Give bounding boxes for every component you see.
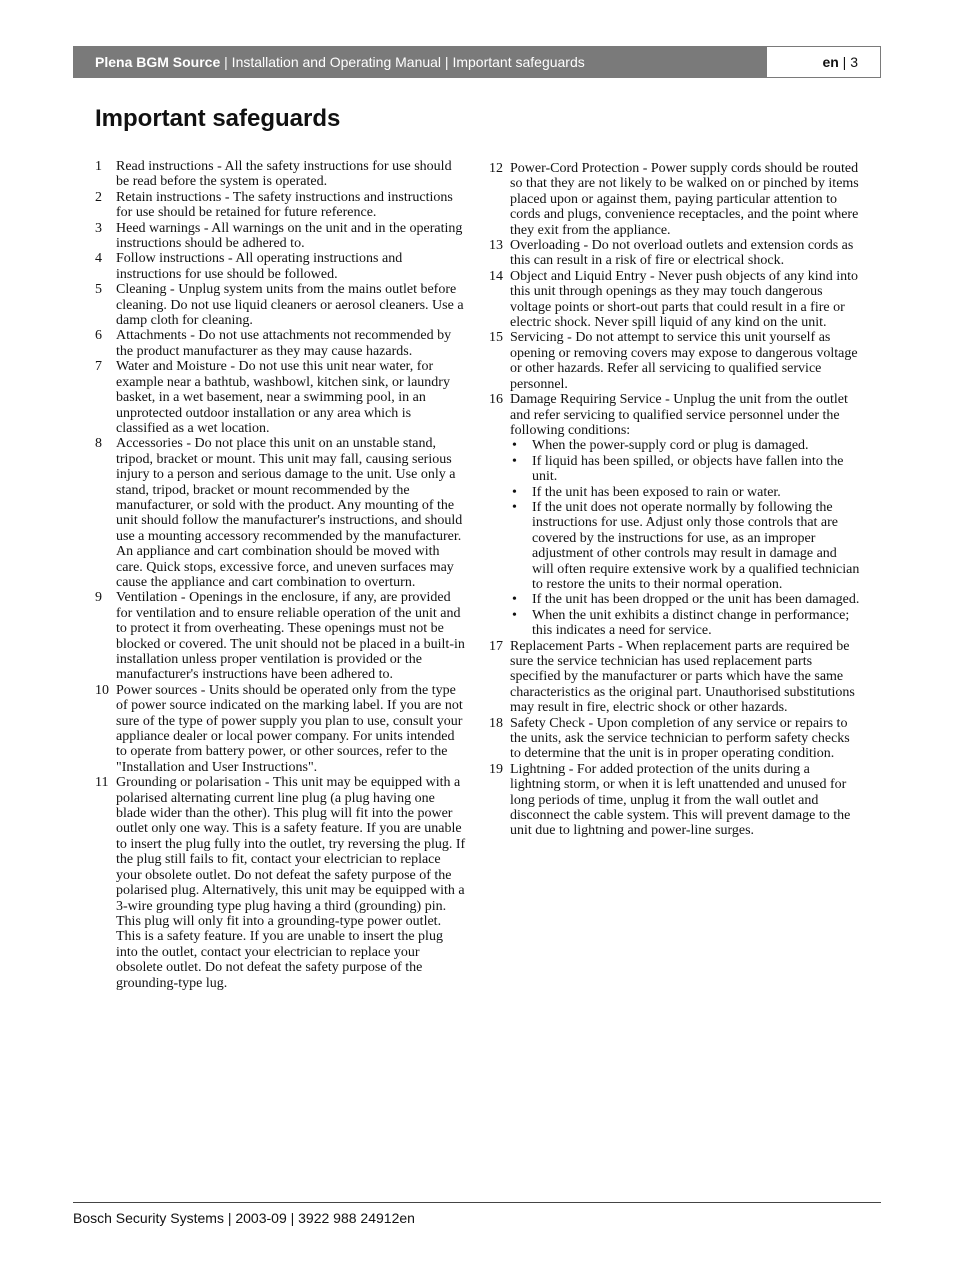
safeguard-number: 19 bbox=[489, 761, 503, 777]
bullet-icon: • bbox=[512, 484, 517, 500]
safeguard-text: Power-Cord Protection - Power supply cords should be routed so that they are not likely to be walked on or pinched by items placed upon or against them, paying particular attention to cords and plugs, convenience receptacles, and the point where they exit from the appliance. bbox=[510, 161, 859, 238]
safeguard-text: Follow instructions - All operating instructions and instructions for use should be followed. bbox=[116, 251, 403, 282]
safeguard-text: Heed warnings - All warnings on the unit and in the operating instructions should be adhered to. bbox=[116, 220, 463, 252]
safeguard-item bbox=[489, 330, 861, 392]
condition-list bbox=[489, 438, 861, 638]
safeguard-item bbox=[489, 639, 861, 716]
safeguard-item bbox=[489, 762, 861, 839]
safeguard-number: 14 bbox=[489, 268, 503, 284]
condition-text: If the unit has been exposed to rain or water. bbox=[532, 484, 781, 500]
condition-list-item bbox=[510, 608, 861, 639]
safeguard-text: Accessories - Do not place this unit on an unstable stand, tripod, bracket or mount. This unit may fall, causing serious injury to a person and serious damage to the unit. Use only a stand, tripod, bracket or mount recommended by the manufacturer, or sold with the product. Any mounting of the unit should follow the manufacturer's instructions, and should use a mounting accessory recommended by the manufacturer. An appliance and cart combination should be moved with care. Quick stops, excessive force, and uneven surfaces may cause the appliance and cart combination to overturn. bbox=[116, 436, 463, 590]
safeguard-text: Cleaning - Unplug system units from the mains outlet before cleaning. Do not use liquid cleaners or aerosol cleaners. Use a damp cloth for cleaning. bbox=[116, 282, 464, 329]
condition-list-item bbox=[510, 500, 861, 592]
safeguard-number: 8 bbox=[95, 436, 102, 452]
safeguard-text: Damage Requiring Service - Unplug the unit from the outlet and refer servicing to qualified service personnel under the following conditions: bbox=[510, 392, 848, 438]
safeguard-item bbox=[489, 392, 861, 438]
safeguard-item bbox=[95, 436, 467, 590]
header-language: en bbox=[822, 54, 839, 70]
safeguard-item bbox=[95, 359, 467, 436]
safeguard-item bbox=[95, 159, 467, 190]
safeguard-item bbox=[95, 190, 467, 221]
safeguard-text: Replacement Parts - When replacement parts are required be sure the service technician has used replacement parts specified by the manufacturer or parts which have the same characteristics as the original part. Unauthorised substitutions may result in fire, electric shock or other hazards. bbox=[510, 638, 855, 716]
safeguard-text: Lightning - For added protection of the units during a lightning storm, or when it is left unattended and unused for long periods of time, unplug it from the wall outlet and disconnect the cable system. This will prevent damage to the unit due to lightning and power-line surges. bbox=[510, 761, 851, 839]
header-title-bar bbox=[73, 46, 766, 78]
condition-list-item bbox=[510, 454, 861, 485]
safeguard-item bbox=[489, 716, 861, 762]
header-breadcrumb: | Installation and Operating Manual | Important safeguards bbox=[220, 54, 585, 70]
bullet-icon: • bbox=[512, 592, 517, 608]
safeguard-item bbox=[95, 683, 467, 775]
header-page-box bbox=[766, 46, 881, 78]
safeguard-item bbox=[95, 590, 467, 682]
safeguard-number: 4 bbox=[95, 251, 102, 267]
safeguard-text: Safety Check - Upon completion of any service or repairs to the units, ask the service technician to perform safety checks to determine that the unit is in proper operating condition. bbox=[510, 715, 850, 762]
safeguard-item bbox=[489, 269, 861, 331]
safeguard-text: Grounding or polarisation - This unit may be equipped with a polarised alternating current line plug (a plug having one blade wider than the other). This plug will fit into the power outlet only one way. This is a safety feature. If you are unable to insert the plug fully into the outlet, try reversing the plug. If the plug still fails to fit, contact your electrician to replace your obsolete outlet. Do not defeat the safety purpose of the polarised plug. Alternatively, this unit may be equipped with a 3-wire grounding type plug having a third (grounding) pin. This plug will only fit into a grounding-type power outlet. This is a safety feature. If you are unable to insert the plug into the outlet, contact your electrician to replace your obsolete outlet. Do not defeat the safety purpose of the grounding-type lug. bbox=[116, 775, 466, 991]
safeguard-number: 5 bbox=[95, 282, 102, 298]
safeguard-number: 15 bbox=[489, 330, 503, 346]
safeguard-number: 9 bbox=[95, 590, 102, 606]
safeguard-number: 1 bbox=[95, 159, 102, 174]
safeguard-text: Ventilation - Openings in the enclosure, if any, are provided for ventilation and to ensure reliable operation of the unit and to protect it from overheating. These openings must not be blocked or covered. The unit should not be placed in a built-in installation unless proper ventilation is provided or the manufacturer's instructions have been adhered to. bbox=[116, 590, 465, 683]
safeguard-item bbox=[95, 221, 467, 252]
condition-text: If the unit has been dropped or the unit has been damaged. bbox=[532, 592, 860, 608]
condition-list-item bbox=[510, 485, 861, 500]
safeguard-number: 16 bbox=[489, 392, 503, 408]
safeguard-number: 7 bbox=[95, 359, 102, 375]
bullet-icon: • bbox=[512, 607, 517, 623]
safeguard-text: Read instructions - All the safety instructions for use should be read before the system is operated. bbox=[116, 159, 452, 190]
header-page-number: | 3 bbox=[838, 54, 858, 70]
bullet-icon: • bbox=[512, 453, 517, 469]
condition-text: When the power-supply cord or plug is damaged. bbox=[532, 438, 809, 454]
left-column bbox=[95, 159, 467, 991]
bullet-icon: • bbox=[512, 438, 517, 454]
header-product-name: Plena BGM Source bbox=[95, 54, 221, 70]
safeguard-number: 11 bbox=[95, 775, 109, 791]
safeguard-number: 13 bbox=[489, 238, 503, 254]
condition-text: When the unit exhibits a distinct change in performance; this indicates a need for service. bbox=[532, 607, 850, 639]
safeguard-text: Power sources - Units should be operated only from the type of power source indicated on the marking label. If you are not sure of the type of power supply you plan to use, consult your appliance dealer or local power company. For units intended to operate from battery power, or other sources, refer to the "Installation and User Instructions". bbox=[116, 682, 463, 775]
safeguard-item bbox=[95, 775, 467, 991]
page-title: Important safeguards bbox=[95, 105, 341, 132]
condition-list-item bbox=[510, 438, 861, 453]
footer-divider bbox=[73, 1202, 881, 1203]
safeguard-item bbox=[489, 161, 861, 238]
safeguard-number: 18 bbox=[489, 715, 503, 731]
condition-text: If liquid has been spilled, or objects have fallen into the unit. bbox=[532, 453, 844, 485]
page-header bbox=[73, 46, 881, 78]
safeguard-number: 6 bbox=[95, 328, 102, 344]
bullet-icon: • bbox=[512, 499, 517, 515]
condition-list-item bbox=[510, 592, 861, 607]
safeguard-text: Object and Liquid Entry - Never push objects of any kind into this unit through openings as they may touch dangerous voltage points or short-out parts that could result in a fire or electric shock. Never spill liquid of any kind on the unit. bbox=[510, 268, 858, 331]
right-column bbox=[489, 161, 861, 839]
safeguard-item bbox=[95, 282, 467, 328]
safeguard-number: 17 bbox=[489, 638, 503, 654]
safeguard-item bbox=[95, 328, 467, 359]
condition-text: If the unit does not operate normally by following the instructions for use. Adjust only those controls that are covered by the instructions for use, as an improper adjustment of other controls may result in damage and will often require extensive work by a qualified technician to restore the units to their normal operation. bbox=[532, 499, 860, 592]
safeguard-number: 3 bbox=[95, 220, 102, 236]
safeguard-item bbox=[95, 251, 467, 282]
page-footer: Bosch Security Systems | 2003-09 | 3922 988 24912en bbox=[73, 1210, 415, 1226]
safeguard-number: 10 bbox=[95, 682, 109, 698]
safeguard-text: Retain instructions - The safety instructions and instructions for use should be retained for future reference. bbox=[116, 189, 453, 221]
safeguard-text: Overloading - Do not overload outlets and extension cords as this can result in a risk of fire or electrical shock. bbox=[510, 238, 854, 269]
safeguard-text: Water and Moisture - Do not use this unit near water, for example near a bathtub, washbowl, kitchen sink, or laundry basket, in a wet basement, near a swimming pool, in an unprotected outdoor installation or any area which is classified as a wet location. bbox=[116, 359, 450, 436]
safeguard-text: Attachments - Do not use attachments not recommended by the product manufacturer as they may cause hazards. bbox=[116, 328, 452, 359]
safeguard-number: 12 bbox=[489, 161, 503, 176]
safeguard-number: 2 bbox=[95, 189, 102, 205]
safeguard-text: Servicing - Do not attempt to service this unit yourself as opening or removing covers may expose to dangerous voltage or other hazards. Refer all servicing to qualified service personnel. bbox=[510, 330, 858, 392]
safeguard-item bbox=[489, 238, 861, 269]
